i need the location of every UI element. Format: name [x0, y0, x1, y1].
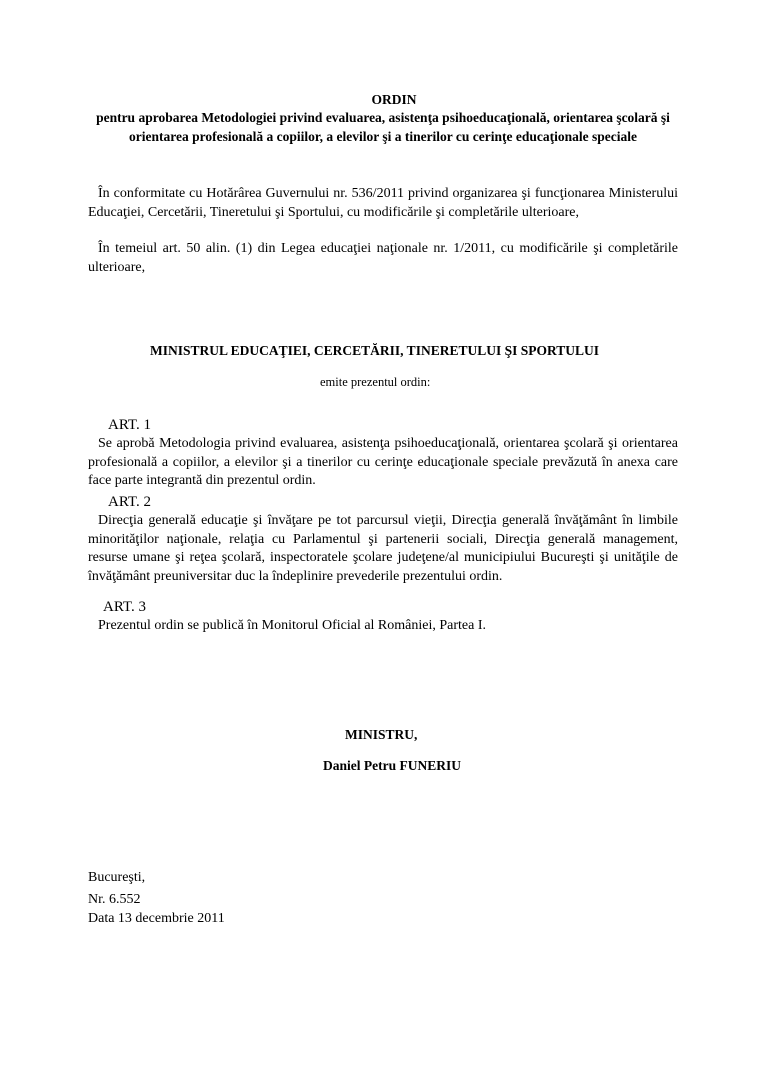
article-text: Direcţia generală educaţie şi învăţare pe tot parcursul vieţii, Direcţia generală învăţământ în limbile minorităţilor naţionale, relaţia cu Parlamentul şi partenerii sociali, Direcţia generală management, resurse umane şi reţea şcolară, inspectoratele şcolare judeţene/al municipiului Bucureşti şi unităţile de învăţământ preuniversitar duc la îndeplinire prevederile prezentului ordin.: [88, 513, 678, 584]
signature-role: MINISTRU,: [345, 727, 418, 742]
article-text: Se aprobă Metodologia privind evaluarea, asistenţa psihoeducaţională, orientarea şcolară şi orientarea profesională a copiilor, a elevilor şi a tinerilor cu cerinţe educaţionale speciale prevăzută în anexa care face parte integrantă din prezentul ordin.: [88, 436, 678, 488]
article-label: ART. 1: [108, 417, 151, 433]
preamble-paragraph: În conformitate cu Hotărârea Guvernului nr. 536/2011 privind organizarea şi funcţionarea Ministerului Educaţiei, Cercetării, Tineretului şi Sportului, cu modificările şi completările ulterioare,: [88, 186, 678, 220]
article-label: ART. 2: [108, 494, 151, 510]
document-subtitle: pentru aprobarea Metodologiei privind evaluarea, asistenţa psihoeducaţională, orientarea şcolară şi orientarea profesională a copiilor, a elevilor şi a tinerilor cu cerinţe educaţionale speciale: [96, 110, 670, 144]
preamble-paragraph: În temeiul art. 50 alin. (1) din Legea educaţiei naţionale nr. 1/2011, cu modificările şi completările ulterioare,: [88, 241, 678, 275]
article-text: Prezentul ordin se publică în Monitorul Oficial al României, Partea I.: [98, 618, 487, 633]
footer-number: Nr. 6.552: [88, 892, 141, 907]
document-title: ORDIN: [371, 92, 417, 107]
issues-text: emite prezentul ordin:: [320, 375, 431, 389]
footer-date: Data 13 decembrie 2011: [88, 911, 225, 926]
issuer-heading: MINISTRUL EDUCAŢIEI, CERCETĂRII, TINERETULUI ŞI SPORTULUI: [150, 343, 600, 358]
footer-city: Bucureşti,: [88, 870, 146, 885]
article-label: ART. 3: [103, 599, 146, 615]
signatory-name: Daniel Petru FUNERIU: [323, 758, 461, 773]
